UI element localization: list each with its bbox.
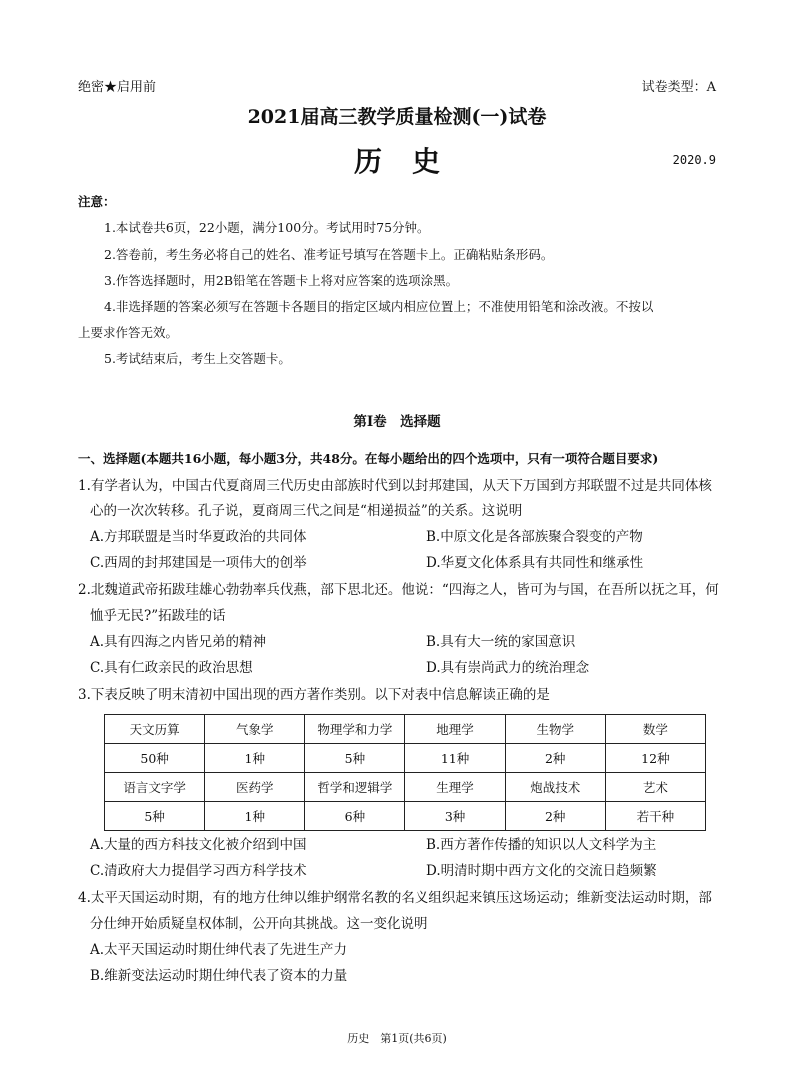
question-2-option-b[interactable]: B.具有大一统的家国意识 <box>426 634 576 650</box>
section-title: 第Ⅰ卷 选择题 <box>353 414 441 430</box>
notice-label: 注意： <box>78 194 116 209</box>
table-cell: 6种 <box>305 802 405 831</box>
table-cell: 数学 <box>605 715 705 744</box>
table-cell: 5种 <box>105 802 205 831</box>
table-cell: 气象学 <box>205 715 305 744</box>
question-3-option-a[interactable]: A.大量的西方科技文化被介绍到中国 <box>90 837 307 853</box>
table-cell: 2种 <box>505 802 605 831</box>
question-4-option-b[interactable]: B.维新变法运动时期仕绅代表了资本的力量 <box>90 968 348 984</box>
notice-item: 1.本试卷共6页，22小题，满分100分。考试用时75分钟。 <box>104 220 430 235</box>
notice-item: 4.非选择题的答案必须写在答题卡各题目的指定区域内相应位置上；不准使用铅笔和涂改液。不按以 <box>104 299 654 314</box>
subject-title: 历史 <box>353 145 470 178</box>
question-1-option-b[interactable]: B.中原文化是各部族聚合裂变的产物 <box>426 529 643 545</box>
question-2-option-c[interactable]: C.具有仁政亲民的政治思想 <box>90 660 253 676</box>
table-cell: 艺术 <box>605 773 705 802</box>
question-1-option-d[interactable]: D.华夏文化体系具有共同性和继承性 <box>426 555 644 571</box>
question-3-option-d[interactable]: D.明清时期中西方文化的交流日趋频繁 <box>426 863 657 879</box>
table-cell: 1种 <box>205 802 305 831</box>
question-2-option-a[interactable]: A.具有四海之内皆兄弟的精神 <box>90 634 267 650</box>
question-4-stem: 4.太平天国运动时期，有的地方仕绅以维护纲常名教的名义组织起来镇压这场运动；维新变法运动时期，部 <box>78 890 712 906</box>
table-row <box>105 715 706 744</box>
question-4-stem: 分仕绅开始质疑皇权体制，公开向其挑战。这一变化说明 <box>90 916 428 932</box>
table-cell: 11种 <box>405 744 505 773</box>
paper-type-label: 试卷类型：A <box>641 80 716 95</box>
western-works-table <box>104 714 706 831</box>
notice-item: 3.作答选择题时，用2B铅笔在答题卡上将对应答案的选项涂黑。 <box>104 273 459 288</box>
table-cell: 地理学 <box>405 715 505 744</box>
question-2-stem: 2.北魏道武帝拓跋珪雄心勃勃率兵伐燕，部下思北还。他说：“四海之人，皆可为与国，在吾所以抚之耳，何 <box>78 582 719 598</box>
table-cell: 天文历算 <box>105 715 205 744</box>
question-3-option-c[interactable]: C.清政府大力提倡学习西方科学技术 <box>90 863 307 879</box>
question-1-option-c[interactable]: C.西周的封邦建国是一项伟大的创举 <box>90 555 307 571</box>
question-4-option-a[interactable]: A.太平天国运动时期仕绅代表了先进生产力 <box>90 942 348 958</box>
table-row <box>105 802 706 831</box>
section-instruction: 一、选择题(本题共16小题，每小题3分，共48分。在每小题给出的四个选项中，只有一项符合题目要求) <box>78 451 659 466</box>
table-cell: 医药学 <box>205 773 305 802</box>
question-3-option-b[interactable]: B.西方著作传播的知识以人文科学为主 <box>426 837 657 853</box>
notice-item: 2.答卷前，考生务必将自己的姓名、准考证号填写在答题卡上。正确粘贴条形码。 <box>104 247 554 262</box>
table-row <box>105 773 706 802</box>
table-cell: 2种 <box>505 744 605 773</box>
table-cell: 哲学和逻辑学 <box>305 773 405 802</box>
table-cell: 生理学 <box>405 773 505 802</box>
table-cell: 1种 <box>205 744 305 773</box>
page-footer: 历史 第1页(共6页) <box>347 1032 447 1045</box>
table-cell: 若干种 <box>605 802 705 831</box>
question-2-option-d[interactable]: D.具有崇尚武力的统治理念 <box>426 660 590 676</box>
notice-item: 上要求作答无效。 <box>78 325 179 340</box>
question-1-stem: 1.有学者认为，中国古代夏商周三代历史由部族时代到以封邦建国，从天下万国到方邦联盟不过是共同体核 <box>78 478 712 494</box>
table-cell: 语言文字学 <box>105 773 205 802</box>
table-cell: 12种 <box>605 744 705 773</box>
notice-item: 5.考试结束后，考生上交答题卡。 <box>104 351 291 366</box>
table-cell: 物理学和力学 <box>305 715 405 744</box>
table-cell: 50种 <box>105 744 205 773</box>
table-row <box>105 744 706 773</box>
question-3-stem: 3.下表反映了明末清初中国出现的西方著作类别。以下对表中信息解读正确的是 <box>78 687 550 703</box>
table-cell: 5种 <box>305 744 405 773</box>
question-1-option-a[interactable]: A.方邦联盟是当时华夏政治的共同体 <box>90 529 307 545</box>
table-cell: 生物学 <box>505 715 605 744</box>
exam-title: 2021届高三教学质量检测(一)试卷 <box>247 106 547 128</box>
table-cell: 3种 <box>405 802 505 831</box>
confidential-label: 绝密★启用前 <box>78 80 157 95</box>
exam-date: 2020.9 <box>672 153 716 167</box>
question-1-stem: 心的一次次转移。孔子说，夏商周三代之间是“相递损益”的关系。这说明 <box>90 503 523 519</box>
table-cell: 炮战技术 <box>505 773 605 802</box>
question-2-stem: 恤乎无民?”拓跋珪的话 <box>90 608 226 624</box>
